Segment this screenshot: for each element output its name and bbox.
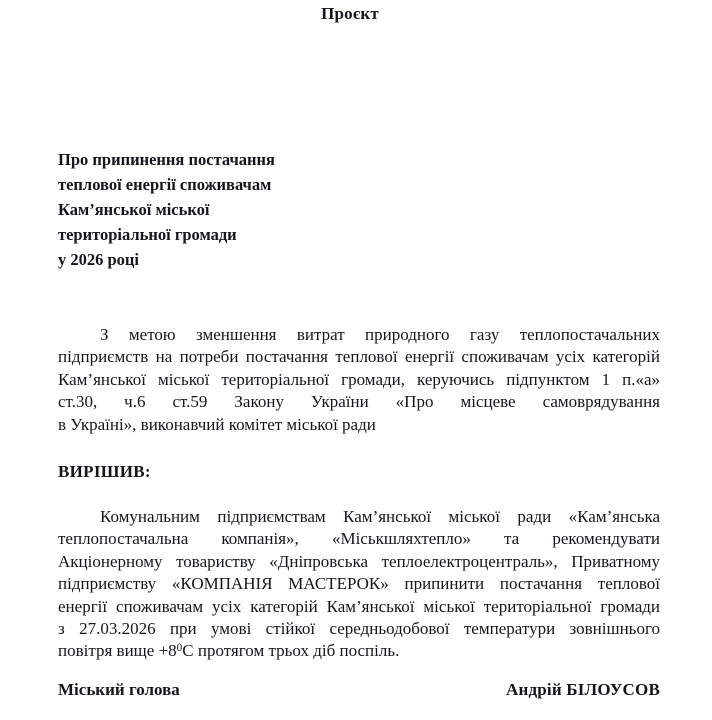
preamble-line-4: ст.30, ч.6 ст.59 Закону України «Про місцеве самоврядування — [58, 392, 660, 412]
resolution-last-line-suffix: С протягом трьох діб поспіль. — [182, 641, 400, 661]
resolution-last-line-prefix: повітря вище +8 — [58, 641, 177, 661]
resolution-line-4: підприємству «КОМПАНІЯ МАСТЕРОК» припинити постачання теплової — [58, 574, 660, 594]
preamble-line-2: підприємств на потреби постачання теплової енергії споживачам усіх категорій — [58, 347, 660, 367]
degree-superscript: 0 — [176, 642, 183, 655]
resolution-line-7 — [58, 640, 660, 662]
preamble-line-5: в Україні», виконавчий комітет міської ради — [58, 414, 376, 434]
signature-block — [58, 680, 660, 700]
document-title-block — [58, 147, 388, 272]
resolution-line-3: Акціонерному товариству «Дніпровська теплоелектроцентраль», Приватному — [58, 551, 660, 571]
page-title-line-2: теплової енергії споживачам — [58, 175, 272, 194]
page-title-line-5: у 2026 році — [58, 250, 140, 269]
resolution-line-5: енергії споживачам усіх категорій Кам’янської міської територіальної громади — [58, 596, 660, 616]
preamble-paragraph — [58, 324, 660, 436]
signatory-position: Міський голова — [58, 680, 180, 699]
draft-marker-label: Проєкт — [321, 4, 379, 23]
document-body — [58, 324, 660, 663]
page-title-line-4: територіальної громади — [58, 225, 237, 244]
resolution-line-1: Комунальним підприємствам Кам’янської міської ради «Кам’янська — [100, 507, 660, 527]
preamble-line-3: Кам’янської міської територіальної громади, керуючись підпунктом 1 п.«а» — [58, 369, 660, 389]
page-title-line-1: Про припинення постачання — [58, 150, 275, 169]
document-header — [58, 0, 660, 44]
preamble-line-1: З метою зменшення витрат природного газу теплопостачальних — [100, 325, 660, 344]
resolution-line-2: теплопостачальна компанія», «Міськшляхтепло» та рекомендувати — [58, 529, 660, 549]
signatory-name: Андрій БІЛОУСОВ — [506, 680, 660, 699]
resolution-paragraph — [58, 506, 660, 663]
resolution-line-6: з 27.03.2026 при умові стійкої середньодобової температури зовнішнього — [58, 619, 660, 639]
resolve-heading: ВИРІШИВ: — [58, 462, 151, 482]
page-title-line-3: Кам’янської міської — [58, 200, 210, 219]
